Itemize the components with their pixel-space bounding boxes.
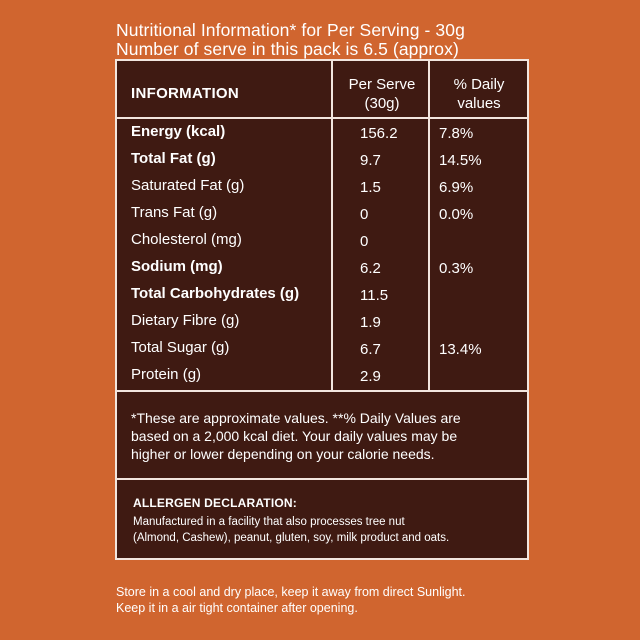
nutrition-heading [116, 21, 465, 59]
nutrient-value: 9.7 [360, 152, 381, 169]
nutrient-value: 1.5 [360, 179, 381, 196]
nutrient-name: Cholesterol (mg) [131, 231, 242, 248]
nutrition-panel [115, 59, 529, 560]
nutrient-value: 1.9 [360, 314, 381, 331]
daily-values-note [131, 409, 521, 463]
note-line-1: *These are approximate values. **% Daily Values are [131, 410, 461, 426]
storage-instructions [116, 584, 466, 616]
table-row [117, 200, 527, 227]
header-per-serve-line2: (30g) [364, 95, 400, 112]
nutrient-daily: 0.3% [439, 260, 474, 277]
note-divider [117, 478, 527, 480]
nutrient-value: 11.5 [360, 287, 389, 304]
nutrient-value: 2.9 [360, 368, 381, 385]
nutrient-name: Sodium (mg) [131, 258, 223, 275]
nutrient-value: 6.7 [360, 341, 381, 358]
table-row [117, 335, 527, 362]
allergen-line-1: Manufactured in a facility that also processes tree nut [133, 516, 405, 528]
table-row [117, 227, 527, 254]
table-bottom-divider [117, 390, 527, 392]
header-information: INFORMATION [131, 85, 240, 102]
nutrient-daily: 7.8% [439, 125, 474, 142]
nutrient-name: Protein (g) [131, 366, 202, 383]
table-row [117, 281, 527, 308]
header-per-serve-line1: Per Serve [348, 76, 416, 93]
table-row [117, 308, 527, 335]
allergen-line-2: (Almond, Cashew), peanut, gluten, soy, milk product and oats. [133, 532, 450, 544]
table-row [117, 119, 527, 146]
nutrient-value: 0 [360, 233, 369, 250]
table-row [117, 146, 527, 173]
allergen-text [133, 514, 523, 546]
nutrient-daily: 14.5% [439, 152, 482, 169]
nutrient-name: Trans Fat (g) [131, 204, 218, 221]
nutrient-name: Saturated Fat (g) [131, 177, 245, 194]
heading-line-2: Number of serve in this pack is 6.5 (approx) [116, 39, 459, 59]
table-row [117, 173, 527, 200]
header-daily-line1: % Daily [453, 76, 505, 93]
nutrient-name: Total Carbohydrates (g) [131, 285, 300, 302]
allergen-title: ALLERGEN DECLARATION: [133, 496, 297, 510]
storage-line-1: Store in a cool and dry place, keep it away from direct Sunlight. [116, 585, 466, 599]
header-per-serve [332, 75, 432, 113]
nutrient-value: 156.2 [360, 125, 398, 142]
header-daily-line2: values [457, 95, 501, 112]
nutrient-name: Total Fat (g) [131, 150, 216, 167]
table-row [117, 254, 527, 281]
nutrient-name: Dietary Fibre (g) [131, 312, 240, 329]
header-daily-values [429, 75, 529, 113]
nutrient-value: 6.2 [360, 260, 381, 277]
note-line-2: based on a 2,000 kcal diet. Your daily values may be [131, 428, 458, 444]
nutrient-value: 0 [360, 206, 369, 223]
nutrient-daily: 13.4% [439, 341, 482, 358]
nutrient-name: Energy (kcal) [131, 123, 226, 140]
table-row [117, 362, 527, 389]
storage-line-2: Keep it in a air tight container after opening. [116, 601, 358, 615]
nutrient-name: Total Sugar (g) [131, 339, 230, 356]
nutrient-daily: 0.0% [439, 206, 474, 223]
heading-line-1: Nutritional Information* for Per Serving - 30g [116, 20, 465, 40]
nutrient-daily: 6.9% [439, 179, 474, 196]
note-line-3: higher or lower depending on your calorie needs. [131, 446, 435, 462]
